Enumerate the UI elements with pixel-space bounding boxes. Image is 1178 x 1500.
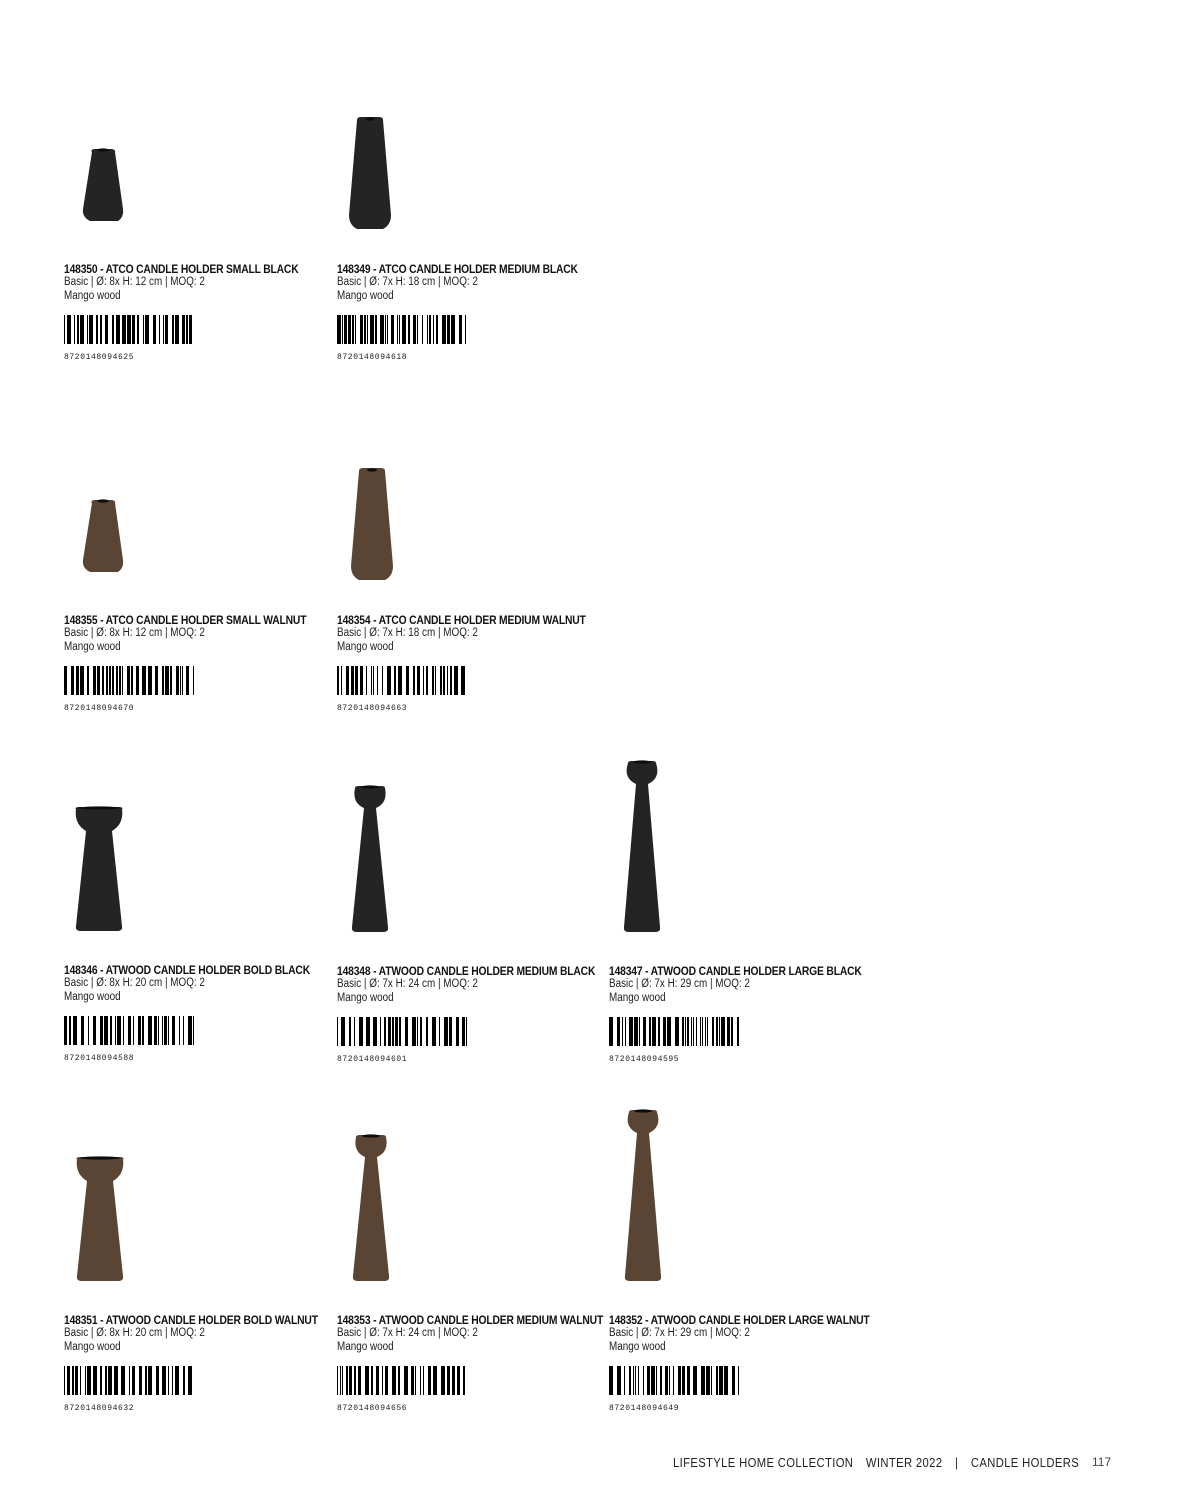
product-material: Mango wood	[64, 290, 121, 302]
candle-holder-silhouette	[337, 759, 467, 959]
product-material: Mango wood	[64, 641, 121, 653]
product-material: Mango wood	[337, 290, 394, 302]
product-spec: Basic | Ø: 7x H: 24 cm | MOQ: 2	[337, 1327, 478, 1339]
page-number: 117	[1092, 1455, 1112, 1469]
product-image	[337, 819, 467, 964]
product-title: 148351 - ATWOOD CANDLE HOLDER BOLD WALNUT	[64, 1313, 318, 1327]
product-title: 148346 - ATWOOD CANDLE HOLDER BOLD BLACK	[64, 963, 310, 977]
footer-collection: LIFESTYLE HOME COLLECTION	[673, 1456, 854, 1470]
product-image	[337, 1168, 467, 1313]
candle-holder-silhouette	[337, 1108, 467, 1308]
ean-number: 8720148094588	[64, 1054, 135, 1063]
ean-number: 8720148094649	[609, 1404, 680, 1413]
ean-number: 8720148094618	[337, 353, 408, 362]
candle-holder-silhouette	[337, 57, 467, 257]
product-spec: Basic | Ø: 7x H: 18 cm | MOQ: 2	[337, 276, 478, 288]
ean-number: 8720148094663	[337, 704, 408, 713]
footer-season: WINTER 2022	[865, 1456, 943, 1470]
ean-number: 8720148094632	[64, 1404, 135, 1413]
product-image	[609, 1168, 739, 1313]
product-card	[609, 1168, 869, 1428]
product-card	[337, 819, 597, 1079]
product-spec: Basic | Ø: 7x H: 24 cm | MOQ: 2	[337, 978, 478, 990]
candle-holder-silhouette	[64, 57, 194, 257]
product-image	[64, 818, 194, 963]
candle-holder-silhouette	[609, 759, 739, 959]
candle-holder-silhouette	[337, 408, 467, 608]
product-image	[64, 117, 194, 262]
product-image	[609, 819, 739, 964]
product-title: 148349 - ATCO CANDLE HOLDER MEDIUM BLACK	[337, 262, 578, 276]
product-image	[64, 468, 194, 613]
product-card	[64, 468, 324, 728]
candle-holder-silhouette	[64, 408, 194, 608]
product-material: Mango wood	[64, 1341, 121, 1353]
product-card	[609, 819, 869, 1079]
product-title: 148352 - ATWOOD CANDLE HOLDER LARGE WALNUT	[609, 1313, 870, 1327]
product-material: Mango wood	[337, 641, 394, 653]
barcode	[337, 1017, 467, 1046]
product-card	[64, 818, 324, 1078]
product-spec: Basic | Ø: 8x H: 20 cm | MOQ: 2	[64, 977, 205, 989]
ean-number: 8720148094601	[337, 1055, 408, 1064]
barcode	[337, 315, 467, 344]
product-title: 148353 - ATWOOD CANDLE HOLDER MEDIUM WALNUT	[337, 1313, 604, 1327]
footer-separator: |	[954, 1456, 959, 1470]
ean-number: 8720148094595	[609, 1055, 680, 1064]
barcode	[64, 666, 194, 695]
product-spec: Basic | Ø: 8x H: 12 cm | MOQ: 2	[64, 627, 205, 639]
product-spec: Basic | Ø: 7x H: 18 cm | MOQ: 2	[337, 627, 478, 639]
candle-holder-silhouette	[64, 1108, 194, 1308]
product-title: 148354 - ATCO CANDLE HOLDER MEDIUM WALNUT	[337, 613, 586, 627]
barcode	[64, 1366, 194, 1395]
candle-holder-silhouette	[609, 1108, 739, 1308]
product-image	[337, 117, 467, 262]
product-material: Mango wood	[609, 1341, 666, 1353]
product-card	[64, 1168, 324, 1428]
product-spec: Basic | Ø: 7x H: 29 cm | MOQ: 2	[609, 978, 750, 990]
product-spec: Basic | Ø: 8x H: 12 cm | MOQ: 2	[64, 276, 205, 288]
barcode	[64, 1016, 194, 1045]
product-card	[337, 1168, 604, 1428]
product-spec: Basic | Ø: 8x H: 20 cm | MOQ: 2	[64, 1327, 205, 1339]
ean-number: 8720148094625	[64, 353, 135, 362]
product-title: 148350 - ATCO CANDLE HOLDER SMALL BLACK	[64, 262, 299, 276]
barcode	[337, 666, 467, 695]
barcode	[64, 315, 194, 344]
product-material: Mango wood	[337, 1341, 394, 1353]
ean-number: 8720148094656	[337, 1404, 408, 1413]
product-image	[64, 1168, 194, 1313]
product-image	[337, 468, 467, 613]
page-footer	[673, 1456, 1079, 1470]
candle-holder-silhouette	[64, 758, 194, 958]
product-material: Mango wood	[337, 992, 394, 1004]
barcode	[337, 1366, 467, 1395]
barcode	[609, 1366, 739, 1395]
product-material: Mango wood	[609, 992, 666, 1004]
product-title: 148355 - ATCO CANDLE HOLDER SMALL WALNUT	[64, 613, 307, 627]
product-card	[64, 117, 324, 377]
barcode	[609, 1017, 739, 1046]
product-title: 148347 - ATWOOD CANDLE HOLDER LARGE BLACK	[609, 964, 862, 978]
product-card	[337, 468, 597, 728]
footer-section: CANDLE HOLDERS	[970, 1456, 1080, 1470]
product-title: 148348 - ATWOOD CANDLE HOLDER MEDIUM BLACK	[337, 964, 596, 978]
product-material: Mango wood	[64, 991, 121, 1003]
ean-number: 8720148094670	[64, 704, 135, 713]
product-card	[337, 117, 597, 377]
product-spec: Basic | Ø: 7x H: 29 cm | MOQ: 2	[609, 1327, 750, 1339]
